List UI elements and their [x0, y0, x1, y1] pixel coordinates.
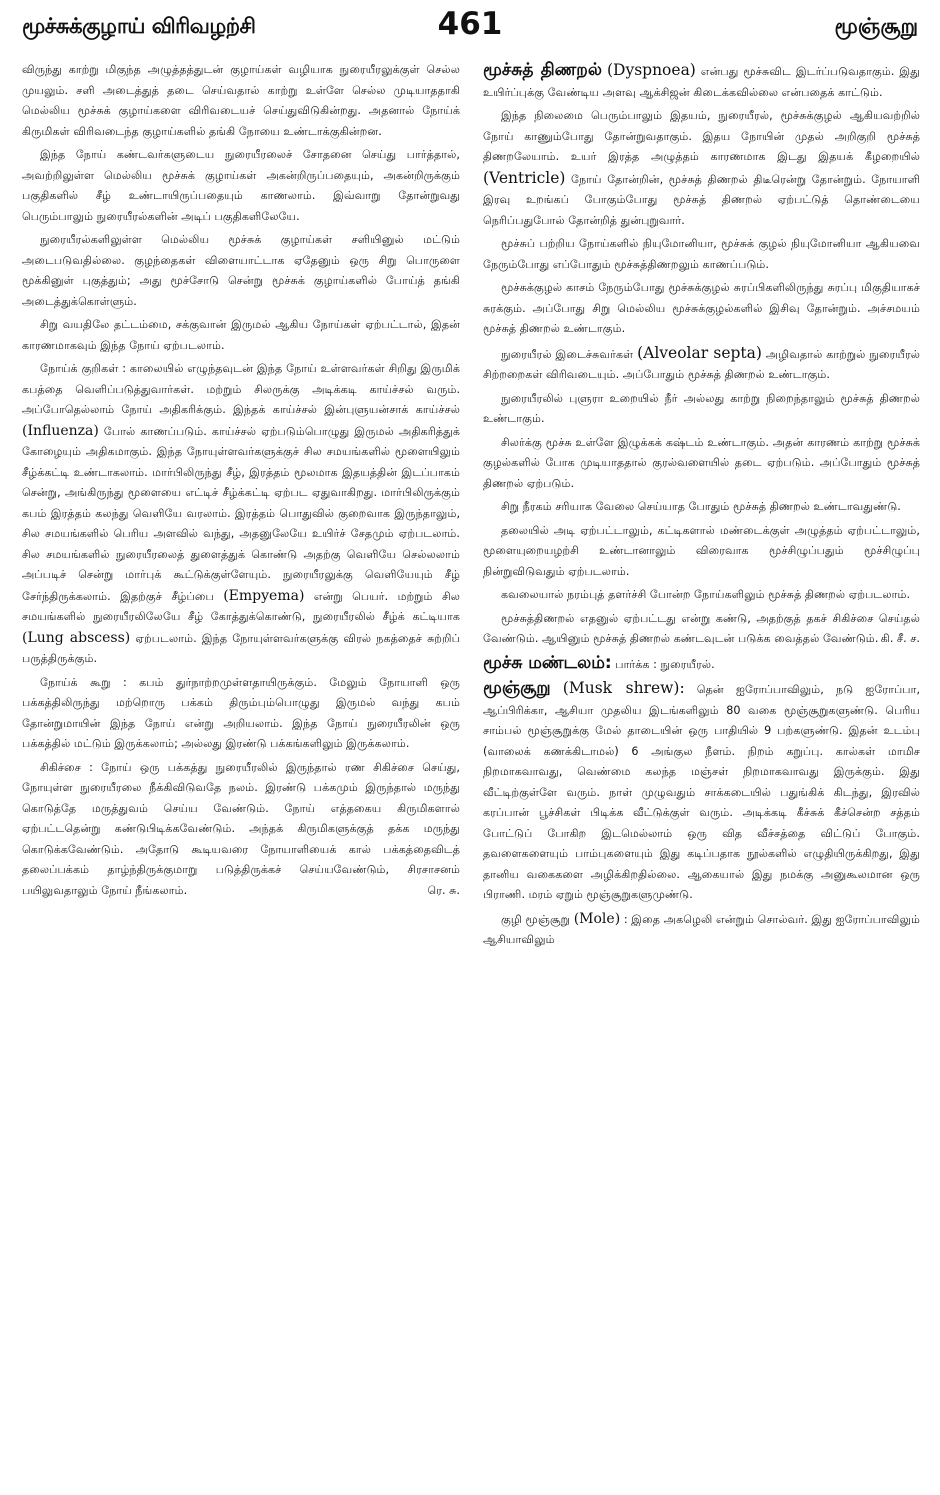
running-head-left: மூச்சுக்குழாய் விரிவழற்சி [22, 14, 256, 38]
paragraph: சிறு வயதிலே தட்டம்மை, சக்குவான் இருமல் ஆகிய நோய்கள் ஏற்பட்டால், இதன் காரணமாகவும் இந்த நோய் ஏற்படலாம். [22, 318, 460, 352]
paragraph: சிறு நீரகம் சரியாக வேலை செய்யாத போதும் மூச்சுத் திணறல் உண்டாவதுண்டு. [501, 500, 901, 513]
latin-term: (Dyspnoea) [606, 61, 696, 79]
entry-heading: மூச்சு மண்டலம்: [483, 652, 612, 673]
latin-term: (Alveolar septa) [637, 343, 762, 362]
section-label: சிகிச்சை : [40, 760, 93, 774]
entry-dyspnoea: மூச்சுத் திணறல் (Dyspnoea) என்பது மூச்சுவிட இடர்ப்படுவதாகும். இது உயிர்ப்புக்கு வேண்டிய அளவு ஆக்சிஜன் கிடைக்கவில்லை என்பதைக் காட்டும். [483, 60, 920, 99]
paragraph: தலையில் அடி ஏற்பட்டாலும், கட்டிகளால் மண்டைக்குள் அழுத்தம் ஏற்பட்டாலும், மூளையுறையழற்சி உண்டானாலும் விரைவாக மூச்சிழுப்பதும் மூச்சிழுப்பு நின்றுவிடுவதும் ஏற்படலாம். [483, 523, 920, 578]
paragraph: இந்த நோய் கண்டவர்களுடைய நுரையீரலைச் சோதனை செய்து பார்த்தால், அவற்றிலுள்ள மெல்லிய மூச்சுக் குழாய்கள் அகன்றிருப்பதையும், அகன்றிருக்கும் பகுதிகளில் சீழ் உண்டாயிருப்பதையும் காணலாம். இவ்வாறு தோன்றுவது பெரும்பாலும் நுரையீரல்களின் அடிப் பகுதிகளிலேயே. [22, 148, 460, 223]
right-column [483, 60, 920, 1490]
paragraph: கவலையால் நரம்புத் தளர்ச்சி போன்ற நோய்களிலும் மூச்சுத் திணறல் ஏற்படலாம். [501, 588, 911, 601]
paragraph-symptoms: நோய்க் குறிகள் : காலையில் எழுந்தவுடன் இந்த நோய் உள்ளவர்கள் சிறிது இருமிக் கபத்தை வெளிப்படுத்துவார்கள். மற்றும் சிலருக்கு அடிக்கடி காய்ச்சல் வரும். அப்போதெல்லாம் நோய் அதிகரிக்கும். இந்தக் காய்ச்சல் இன்புளுயன்சாக் காய்ச்சல் (Influenza) போல் காணப்படும். காய்ச்சல் ஏற்படும்பொழுது இருமல் அதிகரித்துக் கோழையும் அதிகமாகும். இந்த நோயுள்ளவர்களுக்குச் சில சமயங்களில் மூளையிலும் சீழ்க்கட்டி உண்டாகலாம். மார்பிலிருந்து சீழ், இரத்தம் மூலமாக இதயத்தின் இடப்பாகம் சென்று, அங்கிருந்து மூளையை எட்டிச் சீழ்க்கட்டி ஏற்பட ஏதுவாகிறது. மார்பிலிருக்கும் கபம் இரத்தம் கலந்து வெளியே வரலாம். இரத்தம் பொதுவில் குறைவாக இருந்தாலும், சில சமயங்களில் பெரிய அளவில் வந்து, அதனுலேயே உயிர்ச் சேதமும் ஏற்படலாம். சில சமயங்களில் நுரையீரலைத் துளைத்துக் கொண்டு அதற்கு வெளியே செல்லலாம் அப்படிச் சென்று மார்புக் கூட்டுக்குள்ளேயும். நுரையீரலுக்கு வெளியேயும் சீழ் சேர்ந்திருக்கலாம். இதற்குச் சீழ்ப்பை (Empyema) என்று பெயர். மற்றும் சில சமயங்களில் நுரையீரலிலேயே சீழ் கோத்துக்கொண்டு, நுரையீரலில் சீழ்க் கட்டியாக (Lung abscess) ஏற்படலாம். இந்த நோயுள்ளவர்களுக்கு விரல் நகத்தைச் சுற்றிப் பருத்திருக்கும். [22, 362, 460, 665]
paragraph: மூச்சுப் பற்றிய நோய்களில் நியுமோனியா, மூச்சுக் குழல் நியுமோனியா ஆகியவை நேரும்போது எப்போதும் மூச்சுத்திணறலும் காணப்படும். [483, 237, 920, 271]
entry-heading: மூச்சுத் திணறல் [483, 60, 602, 80]
author-signature: ரெ. சு. [427, 883, 460, 897]
paragraph: மூச்சுக்குழல் காசம் நேரும்போது மூச்சுக்குழல் சுரப்பிகளிலிருந்து சுரப்பு மிகுதியாகச் சுரக்கும். அப்போது சிறு மெல்லிய மூச்சுக்குழல்களில் இசிவு தோன்றும். அச்சமயம் மூச்சுத் திணறல் உண்டாகும். [483, 281, 920, 335]
paragraph: சிலர்க்கு மூச்சு உள்ளே இழுக்கக் கஷ்டம் உண்டாகும். அதன் காரணம் காற்று மூச்சுக் குழல்களில் போக முடியாததால் குரல்வளையில் தடை ஏற்படும். அப்போதும் மூச்சுத் திணறல் ஏற்படும். [483, 435, 920, 490]
latin-term: (Musk shrew): [562, 679, 685, 697]
paragraph: இந்த நிலைமை பெரும்பாலும் இதயம், நுரையீரல், மூச்சுக்குழல் ஆகியவற்றில் நோய் காணும்போது தோன்றுவதாகும். இதய நோயின் முதல் அறிகுறி மூச்சுத் திணறலேயாம். உயர் இரத்த அழுத்தம் காரணமாக இடது இதயக் கீழறையில் (Ventricle) நோய் தோன்றின், மூச்சுத் திணறல் திடீரென்று தோன்றும். நோயாளி இரவு உறங்கப் போகும்போது மூச்சுத் திணறல் ஏற்பட்டுத் தொண்டையை நெரிப்பதுபோல் தோன்றித் துன்புறுவார். [483, 109, 920, 227]
entry-heading: மூஞ்சூறு [483, 678, 551, 698]
section-label: நோய்க் கூறு : [40, 675, 127, 689]
paragraph: நுரையீரல் இடைச்சுவர்கள் (Alveolar septa) அழிவதால் காற்றுல் நுரையீரல் சிற்றறைகள் விரிவடையும். அப்போதும் மூச்சுத் திணறல் உண்டாகும். [483, 343, 920, 381]
paragraph: நுரையீரல்களிலுள்ள மெல்லிய மூச்சுக் குழாய்கள் சளியினுல் மட்டும் அடைபடுவதில்லை. குழந்தைகள் விளையாட்டாக ஏதேனும் ஒரு சிறு பொருளை மூக்கினுள் புகுத்தும்; அது மூச்சோடு சென்று மூச்சுக் குழாய்களில் போய்த் தங்கி அடைத்துக்கொள்ளும். [22, 233, 460, 308]
latin-term: (Mole) [573, 910, 621, 927]
subentry-heading: குழி மூஞ்சூறு [501, 912, 571, 926]
latin-term: (Influenza) [22, 422, 99, 439]
entry-respiratory-system [483, 653, 920, 676]
page-number: 461 [437, 6, 503, 42]
latin-term: (Lung abscess) [22, 629, 131, 646]
left-column [22, 60, 460, 1490]
paragraph: மூச்சுத்திணறல் எதனுல் ஏற்பட்டது என்று கண்டு, அதற்குத் தகச் சிகிச்சை செய்தல் வேண்டும். ஆயினும் மூச்சுத் திணறல் கண்டவுடன் படுக்க வைத்தல் வேண்டும். கி. சீ. ச. [483, 609, 920, 650]
paragraph-mole: குழி மூஞ்சூறு (Mole) : இதை அகழெலி என்றும் சொல்வர். இது ஐரோப்பாவிலும் ஆசியாவிலும் [483, 910, 920, 946]
running-head-right: மூஞ்சூறு [834, 14, 918, 38]
paragraph: விருந்து காற்று மிகுந்த அழுத்தத்துடன் குழாய்கள் வழியாக நுரையீரலுக்குள் செல்ல முயலும். சளி அடைத்துத் தடை செய்வதால் காற்று உள்ளே செல்ல முடியாததாகி மெல்லிய மூச்சுக் குழாய்களை விரிவடையச் செய்துவிடுகின்றது. அதனால் நோய்க் கிருமிகள் விரிவடைந்த குழாய்களில் தங்கி நோயை உண்டாக்குகின்றன. [22, 63, 460, 138]
paragraph: நுரையீரலில் புளுரா உறையில் நீர் அல்லது காற்று நிறைந்தாலும் மூச்சுத் திணறல் உண்டாகும். [483, 391, 920, 425]
entry-musk-shrew: மூஞ்சூறு (Musk shrew): தென் ஐரோப்பாவிலும், நடு ஐரோப்பா, ஆப்பிரிக்கா, ஆசியா முதலிய இடங்களிலும் 80 வகை மூஞ்சூறுகளுண்டு. பெரிய சாம்பல் மூஞ்சூறுக்கு மேல் தாடையின் ஒரு பாதியில் 9 பற்களுண்டு. இதன் உடம்பு (வாலைக் கணக்கிடாமல்) 6 அங்குல நீளம். நிறம் கறுப்பு. கால்கள் மாமிச நிறமாகவாவது, வெண்மை கலந்த மஞ்சள் நிறமாகவாவது இருக்கும். இது வீட்டிற்குள்ளே வரும். நாள் முழுவதும் சாக்கடையில் பதுங்கிக் கிடந்து, இரவில் கரப்பான் பூச்சிகள் பிடிக்க வீட்டுக்குள் வரும். அடிக்கடி கீச்சுக் கீச்சென்ற சத்தம் போட்டுப் போகிற இடமெல்லாம் ஒரு வித வீச்சத்தை விட்டுப் போகும். தவளைகளையும் பாம்புகளையும் இது கடிப்பதாக நூல்களில் எழுதியிருக்கிறது, இது தானிய வகைகளை அழிக்கிறதில்லை. ஆகையால் இது நமக்கு அனுகூலமான ஒரு பிராணி. மரம் ஏறும் மூஞ்சூறுகளுமுண்டு. [483, 678, 920, 901]
latin-term: (Ventricle) [483, 168, 566, 187]
page-header [22, 6, 918, 52]
paragraph-diagnosis: நோய்க் கூறு : கபம் துர்நாற்றமுள்ளதாயிருக்கும். மேலும் நோயாளி ஒரு பக்கத்திலிருந்து மற்றொரு பக்கம் திரும்பும்பொழுது இருமல் வந்து கபம் தோன்றுமாயின் இந்த நோய் என்று அறியலாம். இந்த நோய் நுரையீரலின் ஒரு பக்கத்தில் மட்டும் இருக்கலாம்; அல்லது இரண்டு பக்கங்களிலும் இருக்கலாம். [22, 675, 460, 750]
paragraph-treatment: சிகிச்சை : நோய் ஒரு பக்கத்து நுரையீரலில் இருந்தால் ரண சிகிச்சை செய்து, நோயுள்ள நுரையீரலை நீக்கிவிடுவதே நலம். இரண்டு பக்கமும் இருந்தால் மருந்து கொடுத்தே மருத்துவம் செய்ய வேண்டும். நோய் எத்தகைய கிருமிகளால் ஏற்பட்டதென்று கண்டுபிடிக்கவேண்டும். அந்தக் கிருமிகளுக்குத் தக்க மருந்து கொடுக்கவேண்டும். அதோடு கூடியவரை நோயாளியைக் கால் பக்கத்தைவிடத் தலைப்பக்கம் தாழ்ந்திருக்குமாறு படுத்திருக்கச் செய்யவேண்டும், சிரசாசனம் பயிலுவதாலும் நோய் நீங்கலாம். ரெ. சு. [22, 758, 460, 902]
latin-term: (Empyema) [223, 587, 305, 604]
section-label: நோய்க் குறிகள் : [40, 362, 126, 375]
author-signature: கி. சீ. ச. [880, 632, 920, 645]
cross-reference: பார்க்க : நுரையீரல். [615, 657, 715, 671]
